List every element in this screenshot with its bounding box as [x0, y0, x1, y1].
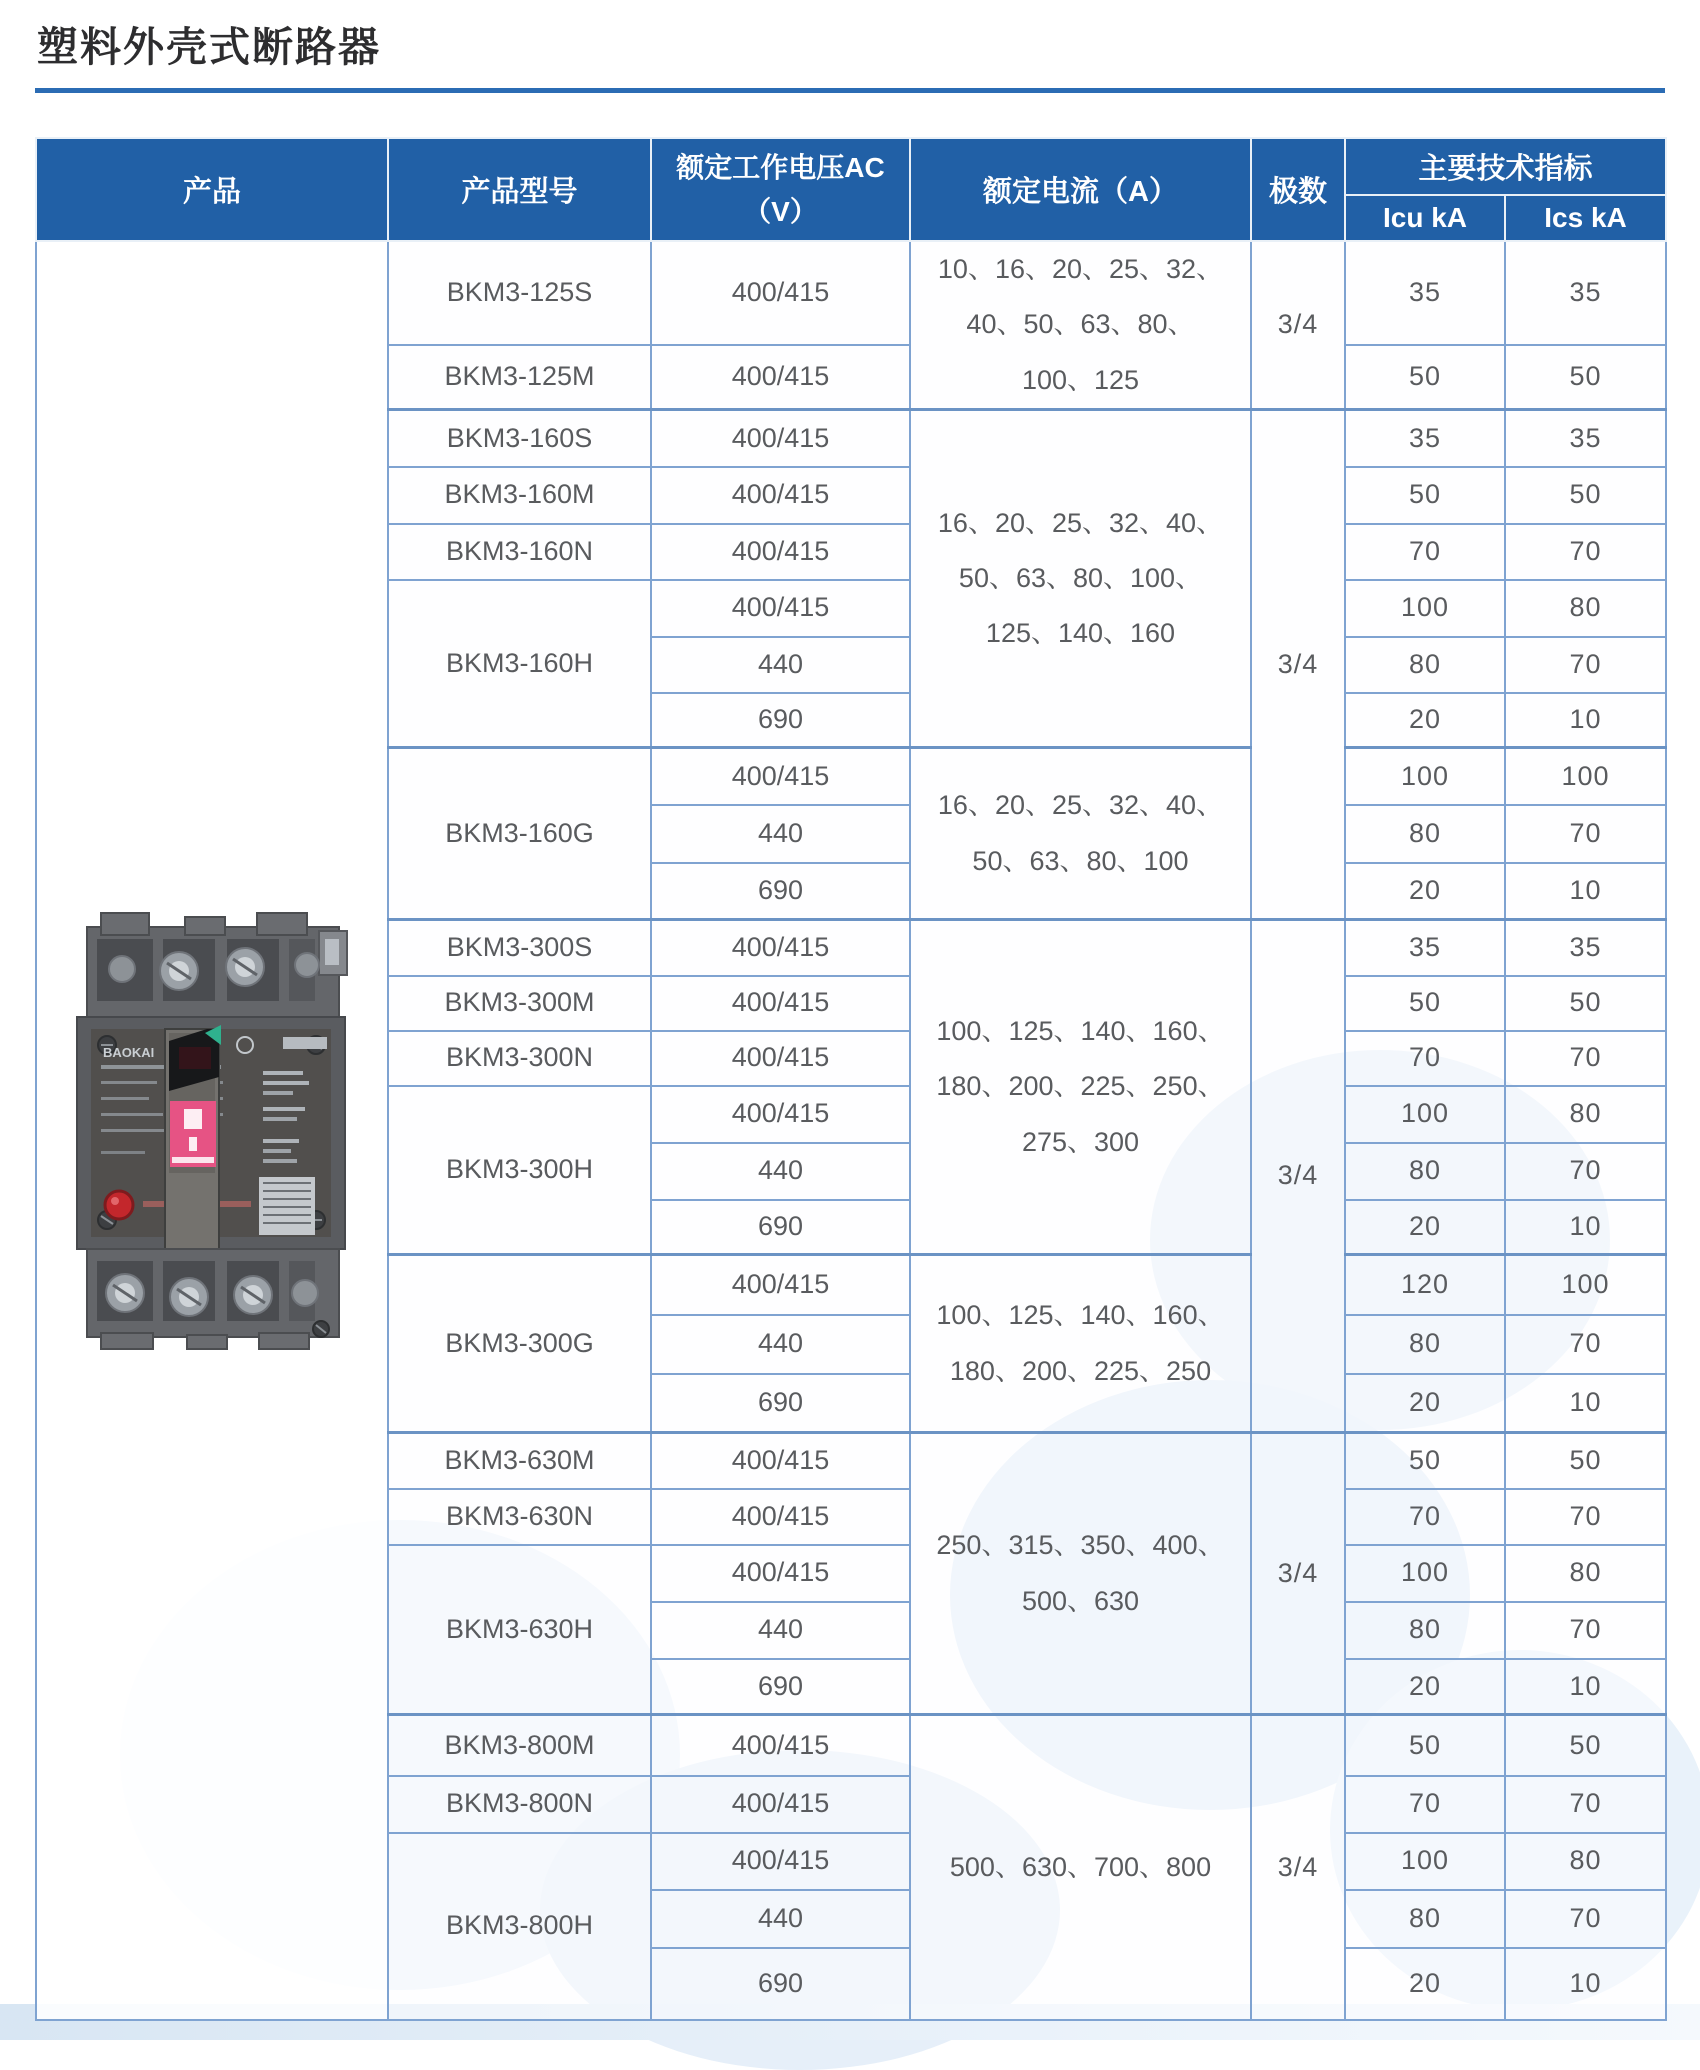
- cell-model: BKM3-300H: [388, 1086, 651, 1255]
- cell-current: 100、125、140、160、180、200、225、250: [910, 1255, 1251, 1433]
- cell-voltage: 440: [651, 805, 910, 863]
- header-product: 产品: [36, 138, 388, 241]
- spec-table: [35, 137, 1667, 2021]
- header-tech-indicators: 主要技术指标: [1345, 138, 1666, 195]
- cell-icu: 70: [1345, 524, 1505, 580]
- cell-icu: 80: [1345, 805, 1505, 863]
- cell-icu: 80: [1345, 1890, 1505, 1948]
- cell-voltage: 440: [651, 1890, 910, 1948]
- cell-icu: 20: [1345, 1659, 1505, 1715]
- cell-model: BKM3-800M: [388, 1715, 651, 1776]
- cell-ics: 80: [1505, 1545, 1666, 1602]
- cell-ics: 10: [1505, 1200, 1666, 1255]
- spec-table-body: [36, 241, 1666, 2020]
- cell-voltage: 440: [651, 1315, 910, 1374]
- cell-ics: 10: [1505, 693, 1666, 748]
- cell-model: BKM3-300M: [388, 976, 651, 1031]
- cell-voltage: 400/415: [651, 1833, 910, 1890]
- header-voltage-line1: 额定工作电压AC: [676, 152, 885, 184]
- cell-model: BKM3-160M: [388, 467, 651, 524]
- cell-ics: 70: [1505, 524, 1666, 580]
- cell-icu: 50: [1345, 345, 1505, 410]
- cell-icu: 70: [1345, 1489, 1505, 1545]
- header-model: 产品型号: [388, 138, 651, 241]
- cell-model: BKM3-630M: [388, 1433, 651, 1489]
- cell-ics: 50: [1505, 1715, 1666, 1776]
- cell-voltage: 690: [651, 1200, 910, 1255]
- cell-ics: 10: [1505, 1659, 1666, 1715]
- cell-voltage: 440: [651, 1143, 910, 1200]
- cell-ics: 70: [1505, 1315, 1666, 1374]
- cell-poles: 3/4: [1251, 1433, 1345, 1715]
- cell-voltage: 440: [651, 1602, 910, 1659]
- cell-ics: 70: [1505, 1489, 1666, 1545]
- cell-icu: 35: [1345, 410, 1505, 467]
- cell-voltage: 400/415: [651, 580, 910, 637]
- cell-icu: 50: [1345, 1715, 1505, 1776]
- svg-text:BAOKAI: BAOKAI: [103, 1045, 155, 1061]
- cell-poles: 3/4: [1251, 410, 1345, 920]
- header-voltage-line2: （V）: [743, 195, 818, 227]
- cell-voltage: 690: [651, 693, 910, 748]
- cell-model: BKM3-125S: [388, 241, 651, 345]
- cell-current: 500、630、700、800: [910, 1715, 1251, 2020]
- title-rule: [35, 88, 1665, 93]
- cell-model: BKM3-160G: [388, 748, 651, 920]
- cell-voltage: 400/415: [651, 1715, 910, 1776]
- cell-model: BKM3-160S: [388, 410, 651, 467]
- cell-ics: 50: [1505, 467, 1666, 524]
- cell-model: BKM3-630N: [388, 1489, 651, 1545]
- cell-model: BKM3-125M: [388, 345, 651, 410]
- cell-model: BKM3-300G: [388, 1255, 651, 1433]
- cell-voltage: 400/415: [651, 467, 910, 524]
- cell-ics: 35: [1505, 410, 1666, 467]
- cell-ics: 70: [1505, 1143, 1666, 1200]
- cell-icu: 50: [1345, 976, 1505, 1031]
- cell-current: 100、125、140、160、180、200、225、250、275、300: [910, 920, 1251, 1255]
- cell-current: 16、20、25、32、40、50、63、80、100、125、140、160: [910, 410, 1251, 748]
- cell-icu: 20: [1345, 1948, 1505, 2020]
- cell-ics: 50: [1505, 1433, 1666, 1489]
- cell-ics: 70: [1505, 1890, 1666, 1948]
- cell-ics: 80: [1505, 580, 1666, 637]
- cell-icu: 100: [1345, 1086, 1505, 1143]
- cell-model: BKM3-800N: [388, 1776, 651, 1833]
- cell-icu: 20: [1345, 1374, 1505, 1433]
- table-row: [36, 241, 1666, 345]
- cell-icu: 70: [1345, 1031, 1505, 1086]
- cell-icu: 35: [1345, 241, 1505, 345]
- cell-icu: 100: [1345, 1833, 1505, 1890]
- cell-icu: 35: [1345, 920, 1505, 976]
- cell-current: 250、315、350、400、500、630: [910, 1433, 1251, 1715]
- cell-icu: 20: [1345, 863, 1505, 920]
- header-current: 额定电流（A）: [910, 138, 1251, 241]
- cell-model: BKM3-800H: [388, 1833, 651, 2020]
- cell-ics: 80: [1505, 1086, 1666, 1143]
- cell-ics: 80: [1505, 1833, 1666, 1890]
- cell-voltage: 400/415: [651, 1545, 910, 1602]
- cell-model: BKM3-630H: [388, 1545, 651, 1715]
- cell-icu: 120: [1345, 1255, 1505, 1315]
- cell-icu: 80: [1345, 637, 1505, 693]
- cell-icu: 50: [1345, 1433, 1505, 1489]
- spec-table-header: [36, 138, 1666, 241]
- cell-voltage: 690: [651, 1948, 910, 2020]
- cell-voltage: 690: [651, 863, 910, 920]
- cell-voltage: 400/415: [651, 1776, 910, 1833]
- cell-ics: 70: [1505, 805, 1666, 863]
- cell-voltage: 400/415: [651, 1031, 910, 1086]
- cell-ics: 10: [1505, 1374, 1666, 1433]
- cell-poles: 3/4: [1251, 241, 1345, 410]
- cell-voltage: 400/415: [651, 1086, 910, 1143]
- cell-voltage: 400/415: [651, 748, 910, 805]
- cell-voltage: 400/415: [651, 1489, 910, 1545]
- product-photo-cell: [36, 241, 388, 2020]
- cell-icu: 100: [1345, 748, 1505, 805]
- cell-current: 10、16、20、25、32、40、50、63、80、100、125: [910, 241, 1251, 410]
- cell-voltage: 690: [651, 1374, 910, 1433]
- cell-voltage: 400/415: [651, 345, 910, 410]
- cell-ics: 10: [1505, 1948, 1666, 2020]
- cell-model: BKM3-160H: [388, 580, 651, 748]
- cell-ics: 70: [1505, 637, 1666, 693]
- cell-poles: 3/4: [1251, 920, 1345, 1433]
- breaker-product-photo: [37, 905, 387, 1355]
- mccb-breaker-image: [67, 905, 357, 1355]
- cell-ics: 50: [1505, 976, 1666, 1031]
- cell-ics: 70: [1505, 1031, 1666, 1086]
- cell-voltage: 400/415: [651, 1433, 910, 1489]
- cell-icu: 20: [1345, 1200, 1505, 1255]
- header-ics: Ics kA: [1505, 195, 1666, 241]
- cell-voltage: 400/415: [651, 241, 910, 345]
- cell-voltage: 400/415: [651, 976, 910, 1031]
- cell-model: BKM3-300N: [388, 1031, 651, 1086]
- cell-voltage: 400/415: [651, 920, 910, 976]
- cell-ics: 70: [1505, 1776, 1666, 1833]
- cell-ics: 100: [1505, 748, 1666, 805]
- cell-icu: 70: [1345, 1776, 1505, 1833]
- header-voltage: [651, 138, 910, 241]
- cell-icu: 100: [1345, 580, 1505, 637]
- cell-poles: 3/4: [1251, 1715, 1345, 2020]
- cell-model: BKM3-300S: [388, 920, 651, 976]
- cell-ics: 100: [1505, 1255, 1666, 1315]
- cell-icu: 80: [1345, 1602, 1505, 1659]
- cell-voltage: 400/415: [651, 1255, 910, 1315]
- page-title: 塑料外壳式断路器: [37, 24, 381, 70]
- cell-ics: 70: [1505, 1602, 1666, 1659]
- cell-ics: 10: [1505, 863, 1666, 920]
- cell-icu: 80: [1345, 1315, 1505, 1374]
- cell-voltage: 440: [651, 637, 910, 693]
- header-poles: 极数: [1251, 138, 1345, 241]
- cell-model: BKM3-160N: [388, 524, 651, 580]
- cell-ics: 35: [1505, 920, 1666, 976]
- cell-icu: 100: [1345, 1545, 1505, 1602]
- cell-icu: 80: [1345, 1143, 1505, 1200]
- cell-current: 16、20、25、32、40、50、63、80、100: [910, 748, 1251, 920]
- header-icu: Icu kA: [1345, 195, 1505, 241]
- cell-icu: 20: [1345, 693, 1505, 748]
- cell-voltage: 400/415: [651, 410, 910, 467]
- cell-voltage: 690: [651, 1659, 910, 1715]
- cell-ics: 35: [1505, 241, 1666, 345]
- cell-ics: 50: [1505, 345, 1666, 410]
- cell-voltage: 400/415: [651, 524, 910, 580]
- cell-icu: 50: [1345, 467, 1505, 524]
